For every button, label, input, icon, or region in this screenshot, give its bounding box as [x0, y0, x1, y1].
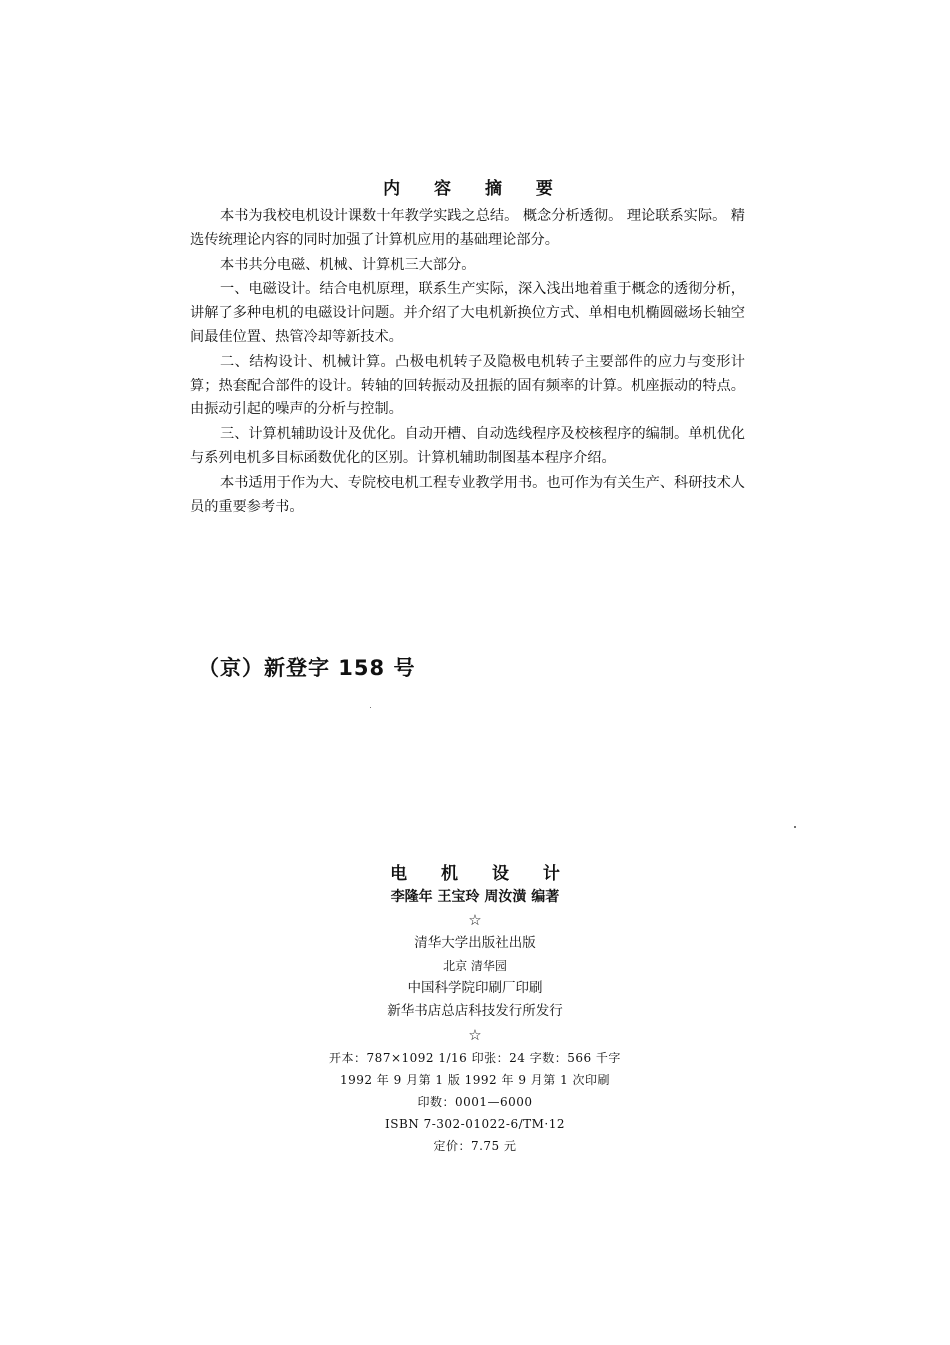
scan-speck [794, 826, 796, 828]
abstract-paragraph: 本书为我校电机设计课数十年教学实践之总结。 概念分析透彻。 理论联系实际。 精选传统理论内容的同时加强了计算机应用的基础理论部分。 [190, 208, 745, 248]
edition-info: 1992 年 9 月第 1 版 1992 年 9 月第 1 次印刷 [339, 1073, 611, 1087]
distributor: 新华书店总店科技发行所发行 [387, 1003, 563, 1019]
book-title: 电 机 设 计 [390, 864, 574, 884]
abstract-paragraph: 三、计算机辅助设计及优化。自动开槽、自动选线程序及校核程序的编制。单机优化与系列电机多目标函数优化的区别。计算机辅助制图基本程序介绍。 [190, 426, 745, 466]
abstract-paragraph: 本书适用于作为大、专院校电机工程专业教学用书。也可作为有关生产、科研技术人员的重要参考书。 [190, 474, 745, 515]
abstract-paragraph: 本书共分电磁、机械、计算机三大部分。 [220, 256, 476, 273]
star-icon: ☆ [468, 1026, 482, 1044]
abstract-paragraph: 一、电磁设计。结合电机原理，联系生产实际，深入浅出地着重于概念的透彻分析，讲解了多种电机的电磁设计问题。并介绍了大电机新换位方式、单相电机椭圆磁场长轴空间最佳位置、热管冷却等新技术。 [190, 281, 745, 345]
registration-number: （京）新登字 158 号 [198, 656, 416, 680]
star-icon: ☆ [468, 911, 482, 929]
authors: 李隆年 王宝玲 周汝潢 编著 [390, 889, 560, 905]
print-run: 印数：0001—6000 [417, 1095, 533, 1109]
publisher-location: 北京 清华园 [443, 959, 507, 973]
scan-speck [370, 707, 371, 708]
price: 定价：7.75 元 [433, 1139, 517, 1153]
printer: 中国科学院印刷厂印刷 [407, 980, 543, 996]
publisher: 清华大学出版社出版 [414, 935, 536, 951]
isbn: ISBN 7-302-01022-6/TM·12 [384, 1117, 566, 1131]
abstract-title: 内 容 摘 要 [383, 179, 567, 199]
abstract-paragraph: 二、结构设计、机械计算。凸极电机转子及隐极电机转子主要部件的应力与变形计算；热套配合部件的设计。转轴的回转振动及扭振的固有频率的计算。机座振动的特点。由振动引起的噪声的分析与控制。 [190, 353, 745, 418]
abstract-body [190, 205, 745, 519]
colophon [0, 862, 950, 1157]
format-info: 开本：787×1092 1/16 印张：24 字数：566 千字 [329, 1051, 621, 1065]
